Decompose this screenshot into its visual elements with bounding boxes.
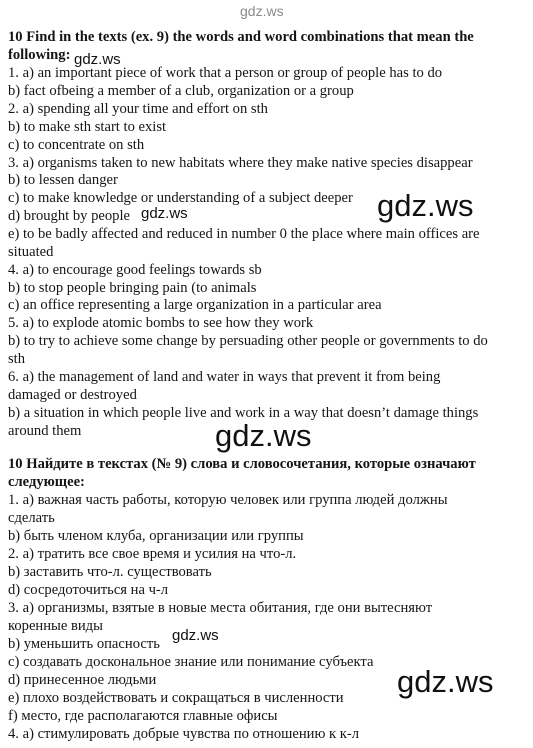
english-heading-line-2: following: [8,47,71,63]
russian-line: c) создавать доскональное знание или понимание субъекта [8,654,374,670]
watermark-big-2: gdz.ws [215,418,312,453]
english-line: damaged or destroyed [8,387,137,403]
english-line: b) to make sth start to exist [8,119,167,135]
english-line: 1. a) an important piece of work that a person or group of people has to do [8,65,443,81]
english-line: b) fact ofbeing a member of a club, organization or a group [8,83,354,99]
russian-line: f) место, где располагаются главные офисы [8,708,278,724]
watermark-small-3: gdz.ws [172,627,219,644]
english-heading-line-1: 10 Find in the texts (ex. 9) the words and word combinations that mean the [8,29,474,45]
english-line: e) to be badly affected and reduced in number 0 the place where main offices are [8,226,480,242]
russian-line: b) быть членом клуба, организации или группы [8,528,304,544]
russian-line: сделать [8,510,55,526]
watermark-small-1: gdz.ws [74,51,121,68]
russian-heading-line-1: 10 Найдите в текстах (№ 9) слова и словосочетания, которые означают [8,456,476,472]
english-line: c) to concentrate on sth [8,137,145,153]
russian-line: b) заставить что-л. существовать [8,564,212,580]
english-line: c) to make knowledge or understanding of a subject deeper [8,190,353,206]
english-line: around them [8,423,82,439]
russian-line: 1. а) важная часть работы, которую человек или группа людей должны [8,492,448,508]
english-line: 6. a) the management of land and water in ways that prevent it from being [8,369,441,385]
russian-line: 4. а) стимулировать добрые чувства по отношению к к-л [8,726,359,742]
russian-line: коренные виды [8,618,103,634]
russian-line: 2. а) тратить все свое время и усилия на что-л. [8,546,297,562]
watermark-big-3: gdz.ws [397,664,494,699]
english-line: 2. a) spending all your time and effort on sth [8,101,268,117]
english-line: 5. a) to explode atomic bombs to see how they work [8,315,314,331]
russian-line: 3. а) организмы, взятые в новые места обитания, где они вытесняют [8,600,433,616]
russian-heading-line-2: следующее: [8,474,85,490]
watermark-small-2: gdz.ws [141,205,188,222]
watermark-big-1: gdz.ws [377,188,474,223]
english-line: c) an office representing a large organization in a particular area [8,297,382,313]
english-line: d) brought by people [8,208,130,224]
english-line: b) a situation in which people live and work in a way that doesn’t damage things [8,405,479,421]
russian-line: b) уменьшить опасность [8,636,160,652]
english-line: sth [8,351,26,367]
english-line: b) to try to achieve some change by persuading other people or governments to do [8,333,488,349]
russian-line: e) плохо воздействовать и сокращаться в численности [8,690,344,706]
english-line: b) to lessen danger [8,172,118,188]
russian-line: d) сосредоточиться на ч-л [8,582,169,598]
english-line: situated [8,244,54,260]
watermark-top: gdz.ws [240,3,284,19]
english-line: 3. a) organisms taken to new habitats where they make native species disappear [8,155,473,171]
russian-line: d) принесенное людьми [8,672,157,688]
english-line: 4. a) to encourage good feelings towards sb [8,262,262,278]
english-line: b) to stop people bringing pain (to animals [8,280,257,296]
